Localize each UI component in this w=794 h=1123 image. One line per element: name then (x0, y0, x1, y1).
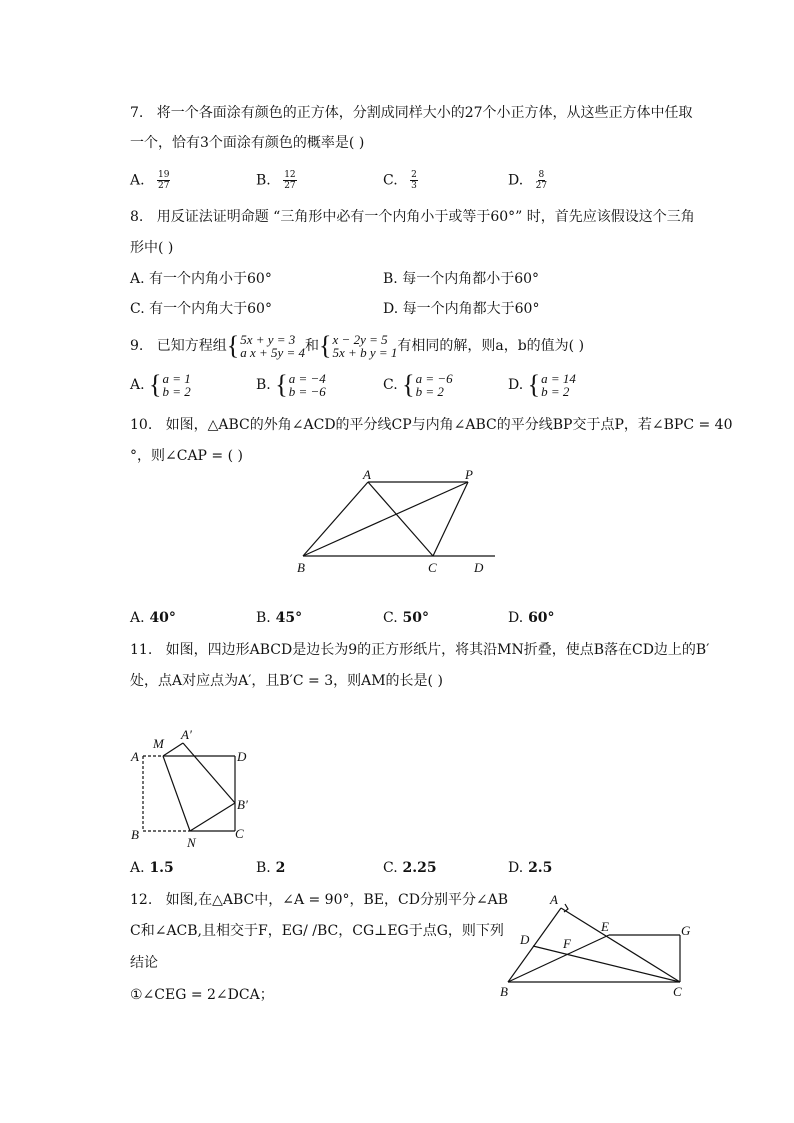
segment-MN (163, 756, 190, 831)
label-A-prime: A′ (181, 727, 192, 742)
q11-text-line2: 处，点A对应点为A′，且B′C = 3，则AM的长是( ) (130, 673, 443, 689)
q10-figure (290, 462, 510, 580)
q10-text-line2: °，则∠CAP = ( ) (130, 448, 243, 464)
option-letter: D. (508, 172, 524, 189)
q10-number: 10. (130, 417, 153, 433)
q8-number: 8. (130, 209, 144, 225)
q10-option-d: D. 60° (508, 610, 555, 626)
label-B-prime: B′ (237, 797, 248, 812)
label-A: A (131, 749, 139, 764)
q12-line1 (130, 890, 508, 910)
label-D: D (237, 749, 247, 764)
q9-mid: 和 (305, 338, 320, 354)
label-B: B (297, 560, 305, 575)
q9-number: 9. (130, 338, 144, 354)
q10-line1 (130, 415, 733, 435)
label-E: E (601, 919, 609, 934)
q11-option-a: A. 1.5 (130, 860, 174, 876)
q9-line1 (130, 332, 584, 360)
label-B: B (500, 984, 508, 999)
q9-option-d: D. { a = 14 b = 2 (508, 370, 576, 399)
q8-option-d: D. 每一个内角都大于60° (383, 301, 540, 317)
q7-option-a (130, 170, 170, 191)
q11-line1 (130, 640, 709, 660)
q7-option-b (256, 170, 297, 191)
q12-text-line2: C和∠ACB,且相交于F，EG/ /BC，CG⊥EG于点G，则下列 (130, 923, 504, 939)
label-C: C (673, 984, 682, 999)
q7-option-d (508, 170, 547, 191)
q9-prefix: 已知方程组 (156, 338, 227, 354)
q12-text-line1: 如图,在△ABC中，∠A = 90°，BE，CD分别平分∠AB (165, 892, 509, 908)
q9-system-1: { 5x + y = 3 a x + 5y = 4 (226, 331, 306, 360)
segment-AB (508, 908, 561, 982)
q9-option-b: B. { a = −4 b = −6 (256, 370, 326, 399)
q11-option-c: C. 2.25 (383, 860, 437, 876)
label-D: D (520, 932, 530, 947)
label-C: C (428, 560, 437, 575)
segment-A1B1 (183, 743, 235, 803)
q11-figure (125, 725, 265, 855)
option-letter: B. (256, 172, 271, 189)
q8-line1 (130, 207, 695, 227)
q10-option-a: A. 40° (130, 610, 176, 626)
label-B: B (131, 827, 139, 842)
segment-PC (433, 482, 468, 556)
q8-text-line1: 用反证法证明命题 “三角形中必有一个内角小于或等于60°” 时，首先应该假设这个三角 (156, 209, 695, 225)
fraction: $\frac{8}{27}$ (535, 170, 548, 191)
q10-text-line1: 如图，△ABC的外角∠ACD的平分线CP与内角∠ABC的平分线BP交于点P，若∠BPC = 40 (165, 417, 733, 433)
q9-system-2: { x − 2y = 5 5x + b y = 1 (319, 331, 398, 360)
q12-item-1: ①∠CEG = 2∠DCA； (130, 987, 274, 1003)
q7-text-line2: 一个，恰有3个面涂有颜色的概率是( ) (130, 135, 365, 151)
fraction: $\frac{12}{27}$ (284, 170, 296, 191)
segment-AC (561, 908, 680, 982)
fraction: $\frac{19}{27}$ (158, 170, 170, 191)
q11-option-d: D. 2.5 (508, 860, 553, 876)
label-N: N (187, 835, 196, 850)
q10-option-b: B. 45° (256, 610, 303, 626)
segment-B1N (190, 803, 235, 831)
q9-suffix: 有相同的解，则a，b的值为( ) (397, 338, 585, 354)
fraction: $\frac{2}{3}$ (411, 170, 417, 191)
q8-text-line2: 形中( ) (130, 240, 174, 256)
q7-number: 7. (130, 105, 144, 121)
q9-option-a: A. { a = 1 b = 2 (130, 370, 191, 399)
segment-AB (303, 482, 368, 556)
q10-option-c: C. 50° (383, 610, 430, 626)
q11-option-b: B. 2 (256, 860, 286, 876)
label-A: A (363, 467, 371, 482)
q12-text-line3: 结论 (130, 955, 158, 971)
q7-text-line1: 将一个各面涂有颜色的正方体，分割成同样大小的27个小正方体，从这些正方体中任取 (156, 105, 693, 121)
segment-MA1 (163, 743, 183, 756)
segment-BP (303, 482, 468, 556)
q11-number: 11. (130, 642, 153, 658)
q8-option-a: A. 有一个内角小于60° (130, 271, 272, 287)
q9-option-c: C. { a = −6 b = 2 (383, 370, 453, 399)
label-A: A (550, 892, 558, 907)
label-G: G (681, 923, 691, 938)
option-letter: A. (130, 172, 145, 189)
segment-CD (533, 946, 680, 982)
q12-number: 12. (130, 892, 153, 908)
q7-option-c (383, 170, 418, 191)
label-D: D (474, 560, 484, 575)
segment-AC (368, 482, 433, 556)
option-letter: C. (383, 172, 398, 189)
q7-line1 (130, 103, 693, 123)
label-P: P (465, 467, 473, 482)
label-C: C (235, 826, 244, 841)
q11-text-line1: 如图，四边形ABCD是边长为9的正方形纸片，将其沿MN折叠，使点B落在CD边上的B′ (165, 642, 710, 658)
q8-option-b: B. 每一个内角都小于60° (383, 271, 540, 287)
q8-option-c: C. 有一个内角大于60° (130, 301, 272, 317)
label-F: F (563, 936, 571, 951)
q12-figure (495, 888, 700, 1003)
label-M: M (153, 736, 164, 751)
